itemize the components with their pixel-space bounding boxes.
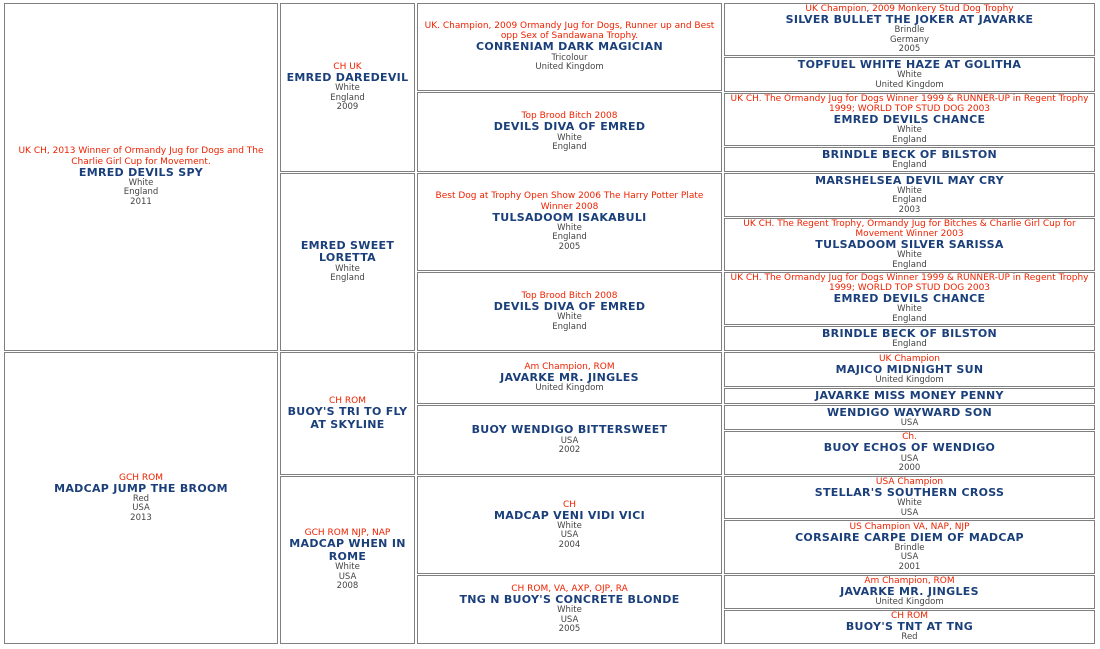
dog-info: Red [901,632,918,643]
dog-name: DEVILS DIVA OF EMRED [493,120,646,134]
dog-name: TOPFUEL WHITE HAZE AT GOLITHA [797,57,1022,71]
dog-title: CH ROM, VA, AXP, OJP, RA [511,584,628,595]
pedigree-cell-gen4 [724,405,1095,430]
dog-info: White [335,83,360,94]
dog-title: Am Champion, ROM [524,362,615,373]
dog-name: SILVER BULLET THE JOKER AT JAVARKE [785,13,1034,27]
dog-info: Germany [889,34,930,45]
dog-name: TULSADOOM ISAKABULI [492,210,647,224]
dog-info: 2008 [336,581,359,592]
dog-info: USA [132,503,150,514]
pedigree-cell-gen4 [724,272,1095,325]
pedigree-cell-gen3 [417,272,722,351]
dog-name: DEVILS DIVA OF EMRED [493,299,646,313]
dog-info: White [128,177,154,188]
dog-name: BRINDLE BECK OF BILSTON [821,326,998,340]
dog-info: England [552,321,587,332]
dog-title: CH ROM [328,396,366,407]
dog-info: 2013 [130,512,152,523]
dog-info: United Kingdom [535,62,604,73]
pedigree-cell-gen3 [417,352,722,404]
pedigree-cell-gen4 [724,147,1095,172]
dog-info: United Kingdom [535,383,604,394]
dog-title: CH ROM [890,611,928,622]
dog-info: White [897,125,922,136]
dog-info: England [892,195,927,206]
pedigree-cell-gen1 [4,3,278,351]
dog-title: UK CH. The Ormandy Jug for Dogs Winner 1999 & RUNNER-UP in Regent Trophy 1999; WORLD TOP STUD DOG 2003 [730,272,1089,293]
dog-info: White [557,605,582,616]
pedigree-cell-gen4 [724,173,1095,217]
dog-name: BUOY WENDIGO BITTERSWEET [471,423,668,437]
pedigree-cell-gen4 [724,326,1095,351]
pedigree-cell-gen3 [417,92,722,172]
pedigree-cell-gen4 [724,57,1095,92]
pedigree-cell-gen2 [280,3,415,172]
pedigree-cell-gen4 [724,575,1095,609]
dog-info: White [335,263,360,274]
dog-name: MADCAP JUMP THE BROOM [54,481,228,495]
dog-info: USA [560,614,579,625]
pedigree-cell-gen3 [417,3,722,91]
pedigree-cell-gen3 [417,575,722,644]
dog-info: United Kingdom [875,374,944,385]
dog-name: BUOY'S TRI TO FLY AT SKYLINE [287,405,408,431]
dog-name: MARSHELSEA DEVIL MAY CRY [815,173,1004,187]
dog-title: US Champion VA, NAP, NJP [849,521,970,532]
dog-name: MADCAP VENI VIDI VICI [494,508,645,522]
dog-title: GCH ROM [119,472,163,483]
pedigree-cell-gen4 [724,3,1095,56]
pedigree-cell-gen4 [724,388,1095,404]
dog-info: USA [900,417,919,428]
dog-info: 2005 [558,624,581,635]
dog-info: White [557,132,582,143]
dog-title: USA Champion [875,476,944,487]
dog-name: EMRED DAREDEVIL [286,71,409,85]
dog-title: Am Champion, ROM [864,576,955,587]
dog-title: CH [562,499,577,510]
dog-name: BRINDLE BECK OF BILSTON [821,147,998,161]
dog-title: GCH ROM NJP, NAP [304,528,391,539]
dog-name: EMRED DEVILS CHANCE [833,291,986,305]
pedigree-cell-gen3 [417,476,722,574]
dog-name: EMRED SWEET LORETTA [300,239,395,265]
pedigree-cell-gen3 [417,173,722,271]
dog-name: CONRENIAM DARK MAGICIAN [475,40,664,54]
dog-title: Top Brood Bitch 2008 [521,111,618,122]
dog-info: 2001 [898,561,921,572]
pedigree-cell-gen4 [724,520,1095,574]
dog-name: EMRED DEVILS CHANCE [833,112,986,126]
dog-info: White [557,520,582,531]
dog-info: 2011 [130,196,152,207]
dog-title: UK Champion, 2009 Monkery Stud Dog Trophy [805,4,1014,15]
pedigree-cell-gen4 [724,431,1095,475]
dog-info: England [892,313,927,324]
dog-info: England [892,338,927,349]
dog-info: England [552,232,587,243]
dog-info: USA [900,453,919,464]
dog-info: England [892,159,927,170]
dog-name: JAVARKE MR. JINGLES [840,585,979,599]
pedigree-cell-gen2 [280,476,415,644]
dog-info: Brindle [894,25,925,36]
dog-title: UK CH, 2013 Winner of Ormandy Jug for Dogs and The Charlie Girl Cup for Movement. [18,146,264,167]
dog-info: England [892,259,927,270]
dog-title: Ch. [902,432,917,443]
dog-info: United Kingdom [875,597,944,608]
dog-info: White [897,70,922,81]
dog-name: EMRED DEVILS SPY [78,165,204,179]
dog-info: 2005 [558,241,581,252]
dog-info: White [897,250,922,261]
dog-info: USA [560,435,579,446]
dog-info: White [557,222,582,233]
pedigree-cell-gen4 [724,476,1095,519]
dog-info: White [897,185,922,196]
dog-name: CORSAIRE CARPE DIEM OF MADCAP [795,530,1024,544]
dog-name: BUOY ECHOS OF WENDIGO [823,441,996,455]
dog-info: 2000 [898,463,921,474]
dog-name: JAVARKE MISS MONEY PENNY [815,388,1004,402]
pedigree-cell-gen4 [724,93,1095,146]
dog-info: USA [900,552,919,563]
dog-name: JAVARKE MR. JINGLES [500,371,639,385]
dog-name: MADCAP WHEN IN ROME [289,537,406,563]
dog-info: Red [132,493,150,504]
dog-title: UK CH. The Ormandy Jug for Dogs Winner 1999 & RUNNER-UP in Regent Trophy 1999; WORLD TOP STUD DOG 2003 [730,93,1089,114]
dog-info: England [330,273,365,284]
dog-info: England [892,134,927,145]
dog-info: England [330,92,365,103]
dog-info: 2005 [898,44,921,55]
dog-info: White [897,304,922,315]
dog-name: TULSADOOM SILVER SARISSA [815,237,1004,251]
dog-info: 2003 [898,204,921,215]
dog-name: WENDIGO WAYWARD SON [826,405,993,419]
dog-title: UK Champion [878,353,941,364]
dog-info: United Kingdom [875,79,944,90]
dog-info: White [897,498,922,509]
dog-info: White [335,562,360,573]
dog-name: STELLAR'S SOUTHERN CROSS [814,485,1005,499]
pedigree-cell-gen2 [280,173,415,351]
pedigree-cell-gen1 [4,352,278,644]
dog-info: 2004 [558,539,581,550]
dog-title: UK CH. The Regent Trophy, Ormandy Jug for Bitches & Charlie Girl Cup for Movement Winner 2003 [743,218,1076,239]
dog-info: England [123,187,159,198]
dog-info: USA [560,530,579,541]
pedigree-cell-gen4 [724,610,1095,644]
dog-name: TNG N BUOY'S CONCRETE BLONDE [459,593,680,607]
dog-info: White [557,312,582,323]
dog-title: Top Brood Bitch 2008 [521,290,618,301]
pedigree-cell-gen2 [280,352,415,475]
dog-title: CH UK [333,62,362,73]
dog-title: Best Dog at Trophy Open Show 2006 The Harry Potter Plate Winner 2008 [435,191,704,212]
dog-info: USA [338,571,357,582]
dog-name: BUOY'S TNT AT TNG [845,620,974,634]
dog-name: MAJICO MIDNIGHT SUN [835,362,984,376]
pedigree-cell-gen4 [724,352,1095,387]
pedigree-cell-gen3 [417,405,722,475]
dog-info: 2002 [558,445,581,456]
dog-info: 2009 [336,102,359,113]
dog-info: England [552,142,587,153]
dog-info: Tricolour [551,52,588,63]
dog-info: USA [900,507,919,518]
pedigree-cell-gen4 [724,218,1095,271]
dog-info: Brindle [894,542,925,553]
dog-title: UK. Champion, 2009 Ormandy Jug for Dogs, Runner up and Best opp Sex of Sandawana Trophy. [424,21,715,42]
